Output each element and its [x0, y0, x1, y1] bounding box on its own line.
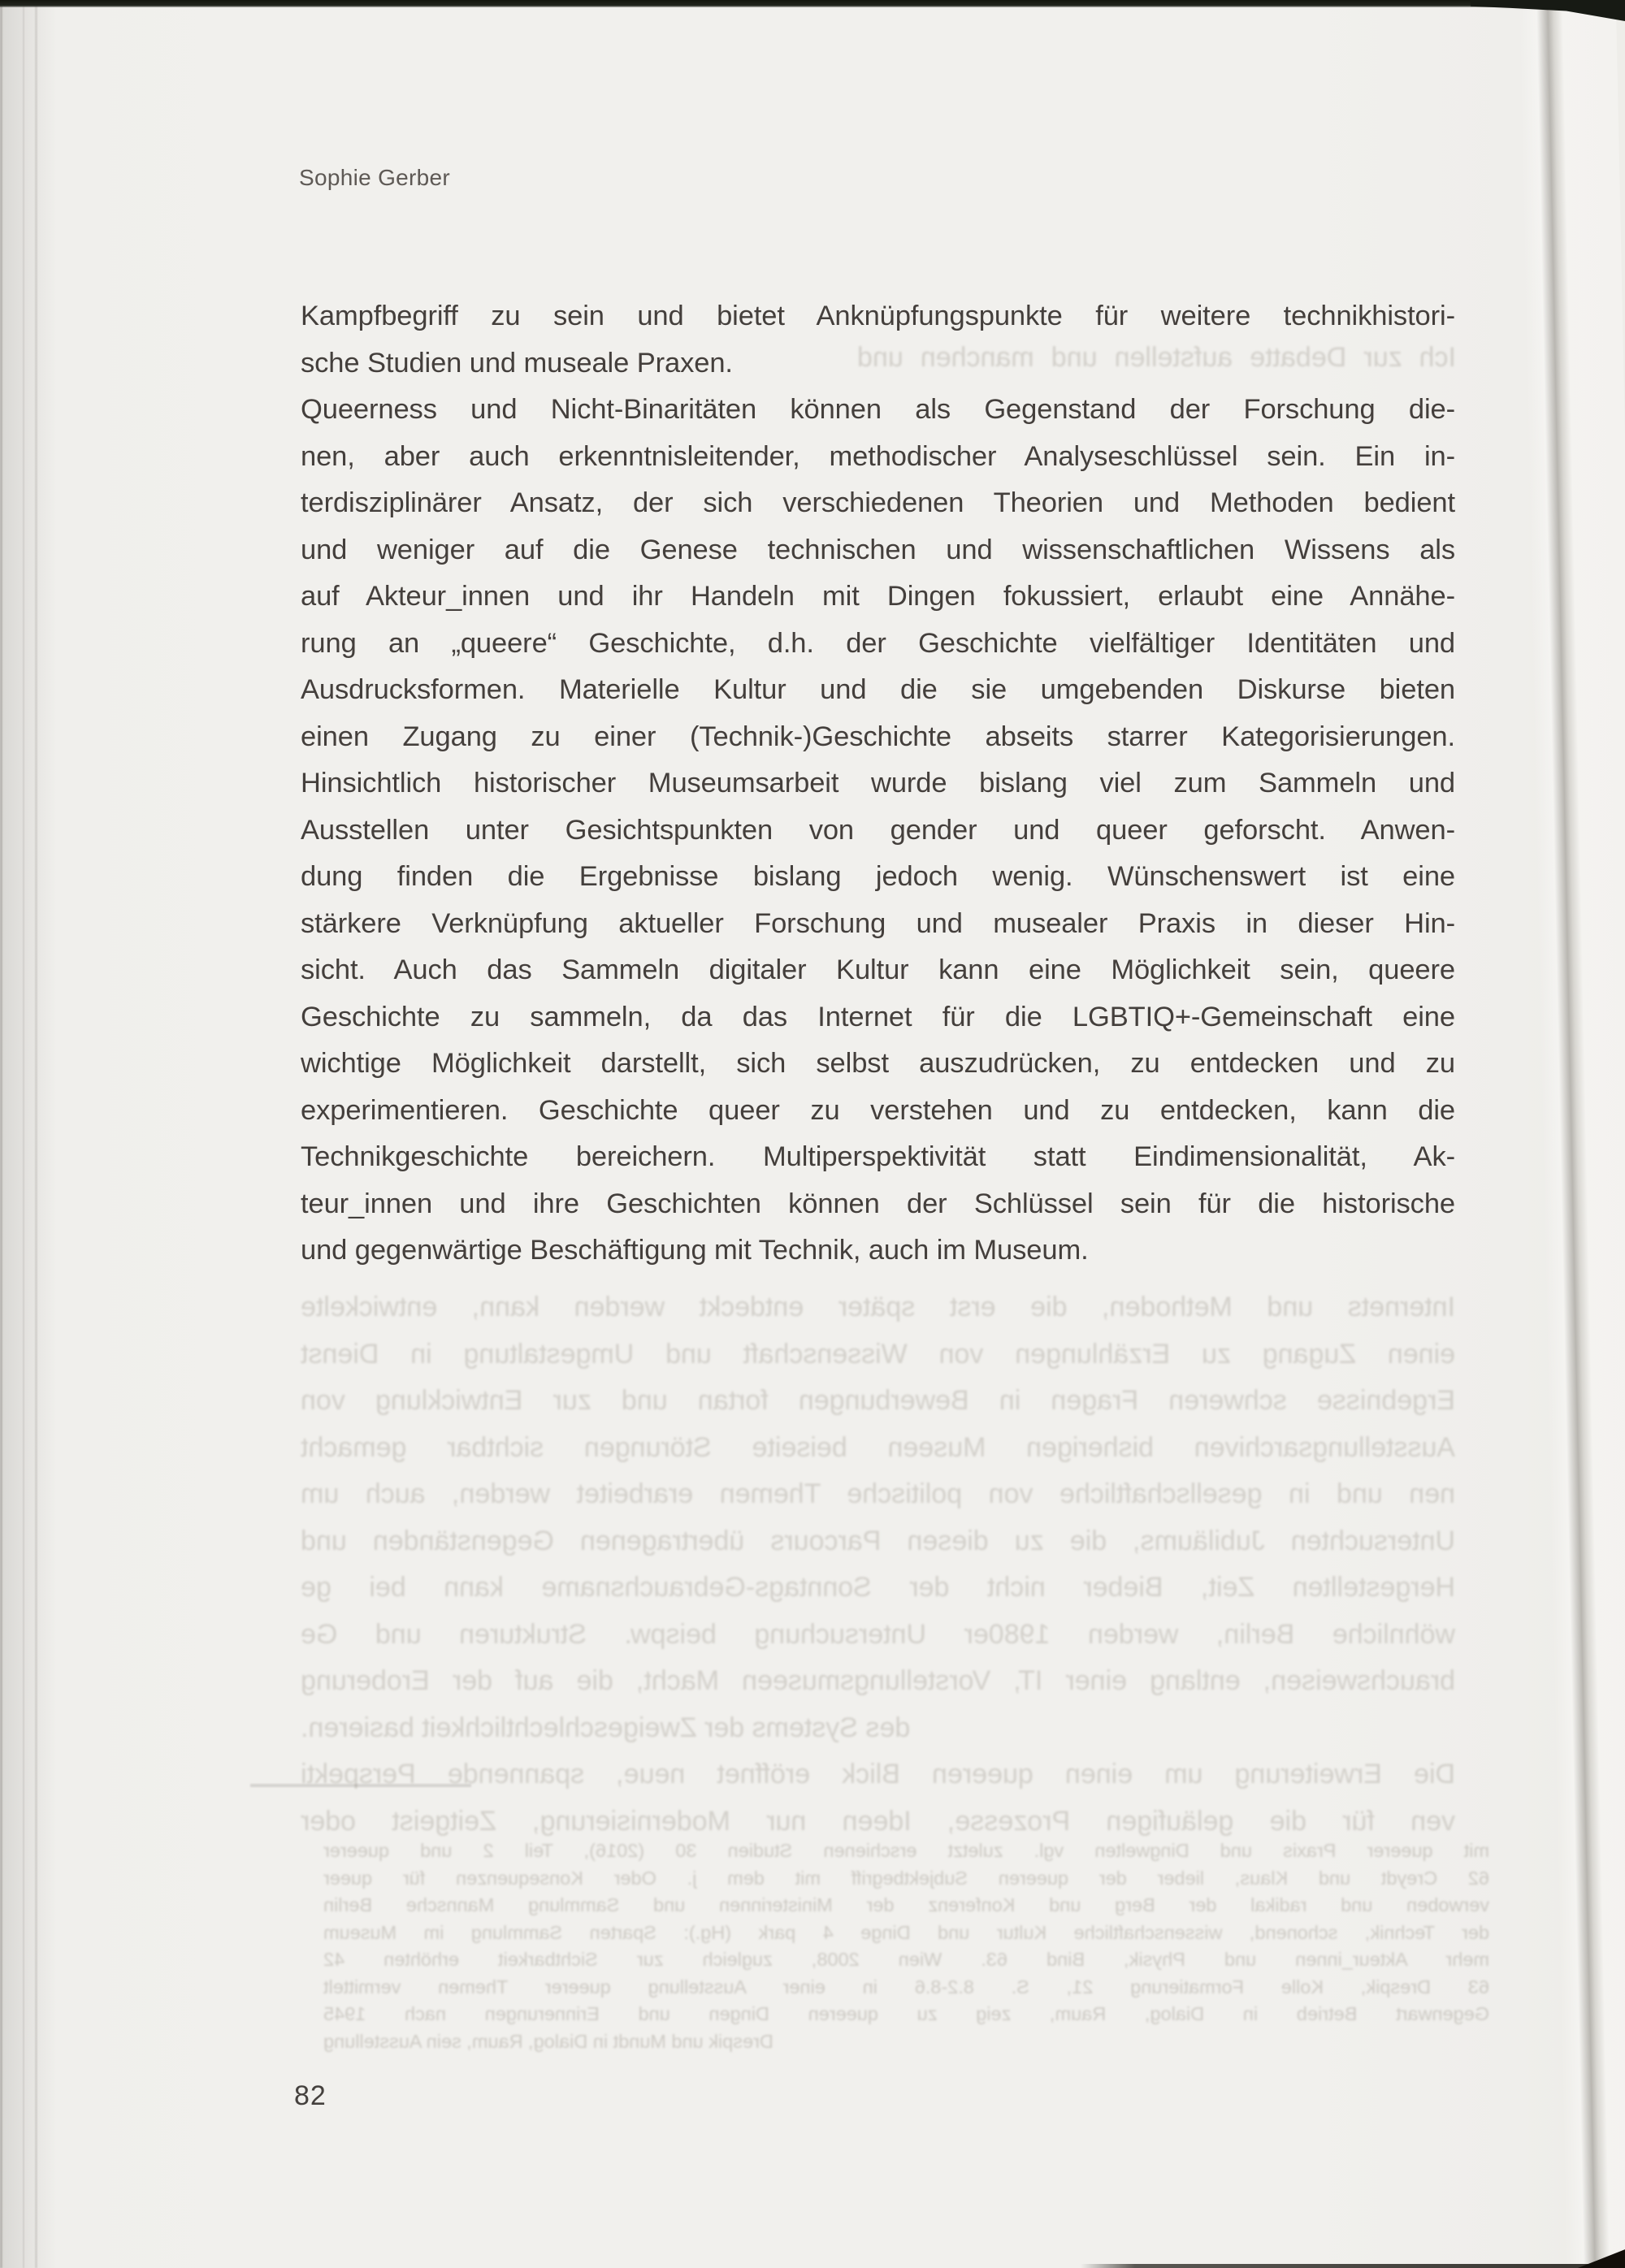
left-edge-streak: [0, 0, 2, 2268]
bleedthrough-footnote-line: Gegenwart Betrieb in Dialog, Raum, zeig zu queeren Dingen und Erinnerungen nach 1945: [323, 2003, 1489, 2024]
body-text: [301, 293, 1455, 1275]
scan-top-edge: [0, 0, 1625, 7]
scan-bottom-edge: [1081, 2264, 1625, 2268]
body-text-line: Hinsichtlich historischer Museumsarbeit wurde bislang viel zum Sammeln und: [301, 768, 1455, 799]
bleedthrough-text-line: Hergestellten Zeit, Bieber nicht der Sonntags-Gebrauchsname kann bei ge: [301, 1572, 1455, 1603]
body-text-line: und gegenwärtige Beschäftigung mit Technik, auch im Museum.: [301, 1235, 1089, 1266]
bleedthrough-text-line: nen und in gesellschaftliche von politische Themen erarbeitet werden, auch um: [301, 1478, 1455, 1509]
left-edge-streak: [23, 0, 24, 2268]
bleedthrough-text-line: Untersuchten Jubiläums, die zu diesen Parcours übertragenen Gegenständen und: [301, 1525, 1455, 1556]
body-text-line: wichtige Möglichkeit darstellt, sich selbst auszudrücken, zu entdecken und zu: [301, 1048, 1455, 1079]
body-text-line: Ausdrucksformen. Materielle Kultur und die sie umgebenden Diskurse bieten: [301, 674, 1455, 705]
author-header: Sophie Gerber: [299, 165, 451, 190]
bleedthrough-text-line: wöhnliche Berlin, werden 1980er Untersuchung beispw. Strukturen und Ge: [301, 1618, 1455, 1650]
bleedthrough-footnote-line: 63 Drespik, Kolle Formatierung 21, S. 8.2-8.6 in einer Ausstellung queerer Themen vermittelt: [323, 1976, 1489, 1997]
left-edge-streak: [35, 0, 37, 2268]
body-text-line: Ausstellen unter Gesichtspunkten von gender und queer geforscht. Anwen-: [301, 814, 1455, 846]
body-text-line: Technikgeschichte bereichern. Multiperspektivität statt Eindimensionalität, Ak-: [301, 1141, 1455, 1172]
bleedthrough-text-line: Ausstellungsarchiven bisherigen Museen beiseite Störungen sichtbar gemacht: [301, 1431, 1455, 1463]
left-gutter-shading: [0, 0, 57, 2268]
bleedthrough-text-line: Ich zur Debatte aufstellen und manchen und: [857, 342, 1456, 373]
body-text-line: und weniger auf die Genese technischen und wissenschaftlichen Wissens als: [301, 534, 1455, 565]
bleedthrough-text-line: ven für die geläufigen Prozesse, Ideen nur Modernisierung, Zeitgeist oder: [301, 1806, 1455, 1837]
bleedthrough-footnote-line: verwoben und radikal der Berg und Konferenz der Ministerinnen und Sammlung Mannsche Berlin: [323, 1894, 1489, 1915]
body-text-line: Geschichte zu sammeln, da das Internet für die LGBTIQ+-Gemeinschaft eine: [301, 1001, 1455, 1032]
body-text-line: einen Zugang zu einer (Technik-)Geschichte abseits starrer Kategorisierungen.: [301, 721, 1455, 752]
body-text-line: sche Studien und museale Praxen.: [301, 347, 733, 379]
body-text-line: teur_innen und ihre Geschichten können der Schlüssel sein für die historische: [301, 1188, 1455, 1219]
body-text-line: auf Akteur_innen und ihr Handeln mit Dingen fokussiert, erlaubt eine Annähe-: [301, 581, 1455, 612]
body-text-line: terdisziplinärer Ansatz, der sich verschiedenen Theorien und Methoden bedient: [301, 487, 1455, 518]
body-text-line: experimentieren. Geschichte queer zu verstehen und zu entdecken, kann die: [301, 1094, 1455, 1126]
body-text-line: sicht. Auch das Sammeln digitaler Kultur kann eine Möglichkeit sein, queere: [301, 954, 1455, 985]
bleedthrough-footnotes: [323, 1837, 1489, 2055]
bleedthrough-text-line: Ergebnisse schweren Fragen in Bewerbungen fortan und zur Entwicklung von: [301, 1385, 1455, 1416]
body-text-line: stärkere Verknüpfung aktueller Forschung und musealer Praxis in dieser Hin-: [301, 907, 1455, 939]
body-text-line: Kampfbegriff zu sein und bietet Anknüpfungspunkte für weitere technikhistori-: [301, 301, 1455, 331]
bleedthrough-footnote-line: 62 Creydt und Klaus, lieber der queeren Subjektbegriff mit dem j. Oder Konsequenzen für queer: [323, 1867, 1489, 1889]
body-text-line: dung finden die Ergebnisse bislang jedoch wenig. Wünschenswert ist eine: [301, 861, 1455, 892]
body-text-line: nen, aber auch erkenntnisleitender, methodischer Analyseschlüssel sein. Ein in-: [301, 440, 1455, 472]
page-number: 82: [294, 2080, 327, 2111]
bleedthrough-paragraph: [301, 1284, 1455, 1798]
bleedthrough-footnote-rule: [250, 1784, 471, 1787]
bleedthrough-text-line: einen Zugang zu Erzählungen von Wissenschaft und Umgestaltung in Dienst: [301, 1338, 1455, 1370]
bleedthrough-footnote-line: mehr Akteur_innen und Physik, Bind 63. Wien 2008, zugleich zur Sichtbarkeit erhöhten 42: [323, 1949, 1489, 1970]
body-text-line: Queerness und Nicht-Binaritäten können als Gegenstand der Forschung die-: [301, 394, 1455, 425]
bleedthrough-text-line: brauchsweisen, entlang einer IT, Vorstellungsmuseen Macht, die auf der Eroberung: [301, 1665, 1455, 1696]
right-page-edge-crease: [1518, 0, 1625, 2268]
bleedthrough-text-line: des Systems der Zweigeschlechtlichkeit basieren.: [301, 1712, 911, 1743]
bleedthrough-footnote-line: Drespik und Mundt in Dialog, Raum, sein Ausstellung: [323, 2030, 774, 2052]
body-text-line: rung an „queere“ Geschichte, d.h. der Geschichte vielfältiger Identitäten und: [301, 627, 1455, 659]
bleedthrough-text-line: Internets und Methoden, die erst später entdeckt werden kann, entwickelte: [301, 1292, 1455, 1322]
bleedthrough-footnote-line: mit queerer Praxis und Dingwelten vgl. zuletzt erschienen Studien 30 (2016), Teil 2 und queerer: [323, 1840, 1489, 1861]
bleedthrough-text-line: Die Erweiterung um einen queeren Blick eröffnet neue, spannende Perspekti: [301, 1759, 1455, 1790]
bleedthrough-footnote-line: der Technik, schonend, wissenschaftliche Kultur und Dinge 4 park (Hg.): Sparten Sammlung im Museum: [323, 1921, 1489, 1943]
